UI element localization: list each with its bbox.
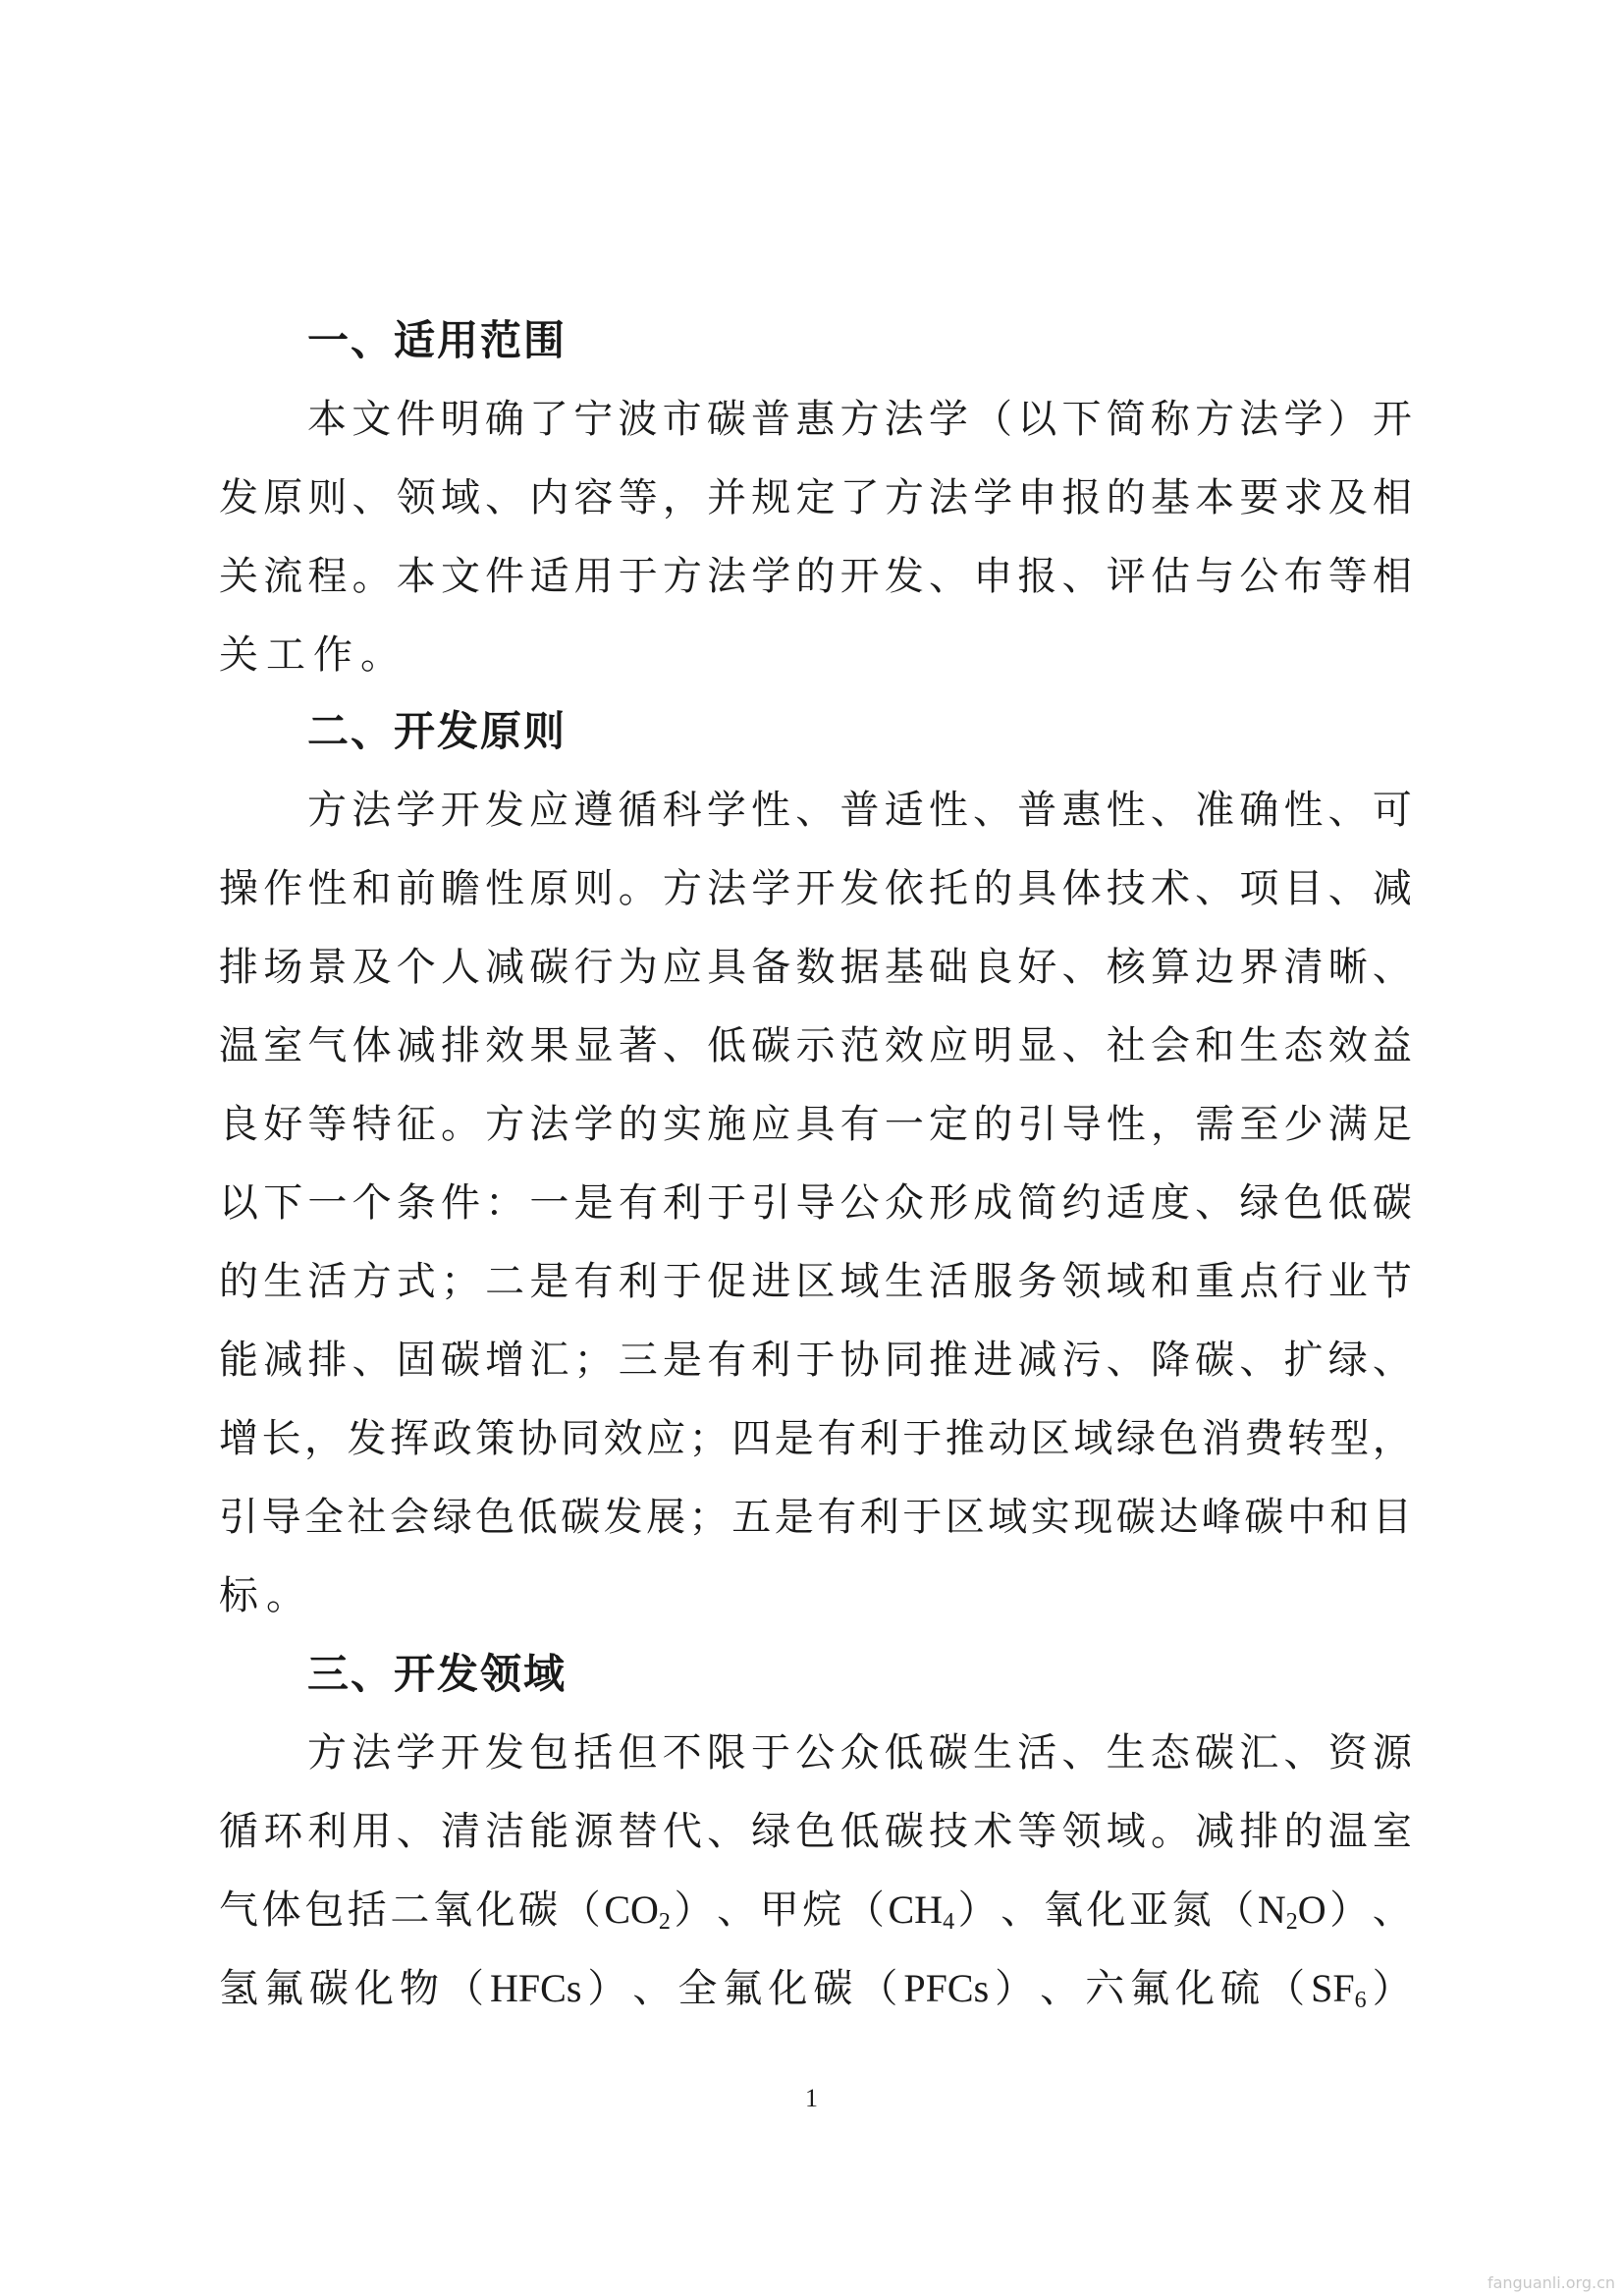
paragraph-line: 操 作 性 和 前 瞻 性 原 则 。 方 法 学 开 发 依 托 的 具 体 技 术 、 项 目 、 减 xyxy=(219,866,1412,911)
paragraph-line: 的 生 活 方 式 ； 二 是 有 利 于 促 进 区 域 生 活 服 务 领 域 和 重 点 行 业 节 xyxy=(219,1259,1412,1304)
paragraph-line: 方 法 学 开 发 应 遵 循 科 学 性 、 普 适 性 、 普 惠 性 、 准 确 性 、 可 xyxy=(307,788,1412,833)
paragraph-line: 能 减 排 、 固 碳 增 汇 ； 三 是 有 利 于 协 同 推 进 减 污 、 降 碳 、 扩 绿 、 xyxy=(219,1338,1412,1383)
paragraph-line: 标 。 xyxy=(219,1573,313,1618)
paragraph-line: 增 长 ， 发 挥 政 策 协 同 效 应 ； 四 是 有 利 于 推 动 区 域 绿 色 消 费 转 型 ， xyxy=(219,1416,1412,1461)
section-heading: 二、开发原则 xyxy=(307,707,568,755)
paragraph-line: 方 法 学 开 发 包 括 但 不 限 于 公 众 低 碳 生 活 、 生 态 碳 汇 、 资 源 xyxy=(307,1730,1412,1776)
paragraph-line: 氢 氟 碳 化 物 （ HFCs ） 、 全 氟 化 碳 （ PFCs ） 、 六 氟 化 硫 （ $SF_6$ ） xyxy=(219,1966,1412,2013)
paragraph-line: 发 原 则 、 领 域 、 内 容 等 ， 并 规 定 了 方 法 学 申 报 的 基 本 要 求 及 相 xyxy=(219,475,1412,520)
paragraph-line: 本 文 件 明 确 了 宁 波 市 碳 普 惠 方 法 学 （ 以 下 简 称 方 法 学 ） 开 xyxy=(307,397,1412,442)
paragraph-line: 气 体 包 括 二 氧 化 碳 （ $CO_2$ ） 、 甲 烷 （ $CH_4$ ） 、 氧 化 亚 氮 （ $N_2O$ ） 、 xyxy=(219,1887,1412,1935)
paragraph-line: 以 下 一 个 条 件 ： 一 是 有 利 于 引 导 公 众 形 成 简 约 适 度 、 绿 色 低 碳 xyxy=(219,1180,1412,1226)
section-heading: 三、开发领域 xyxy=(307,1650,568,1698)
watermark: fanguanli.org.cn xyxy=(1487,2273,1615,2292)
section-heading: 一、适用范围 xyxy=(307,316,568,364)
paragraph-line: 温 室 气 体 减 排 效 果 显 著 、 低 碳 示 范 效 应 明 显 、 社 会 和 生 态 效 益 xyxy=(219,1023,1412,1068)
paragraph-line: 关 工 作 。 xyxy=(219,632,407,678)
paragraph-line: 关 流 程 。 本 文 件 适 用 于 方 法 学 的 开 发 、 申 报 、 评 估 与 公 布 等 相 xyxy=(219,554,1412,599)
paragraph-line: 引 导 全 社 会 绿 色 低 碳 发 展 ； 五 是 有 利 于 区 域 实 现 碳 达 峰 碳 中 和 目 xyxy=(219,1495,1412,1540)
paragraph-line: 良 好 等 特 征 。 方 法 学 的 实 施 应 具 有 一 定 的 引 导 性 ， 需 至 少 满 足 xyxy=(219,1102,1412,1147)
page-number: 1 xyxy=(805,2084,818,2112)
paragraph-line: 排 场 景 及 个 人 减 碳 行 为 应 具 备 数 据 基 础 良 好 、 核 算 边 界 清 晰 、 xyxy=(219,945,1412,990)
paragraph-line: 循 环 利 用 、 清 洁 能 源 替 代 、 绿 色 低 碳 技 术 等 领 域 。 减 排 的 温 室 xyxy=(219,1809,1412,1854)
